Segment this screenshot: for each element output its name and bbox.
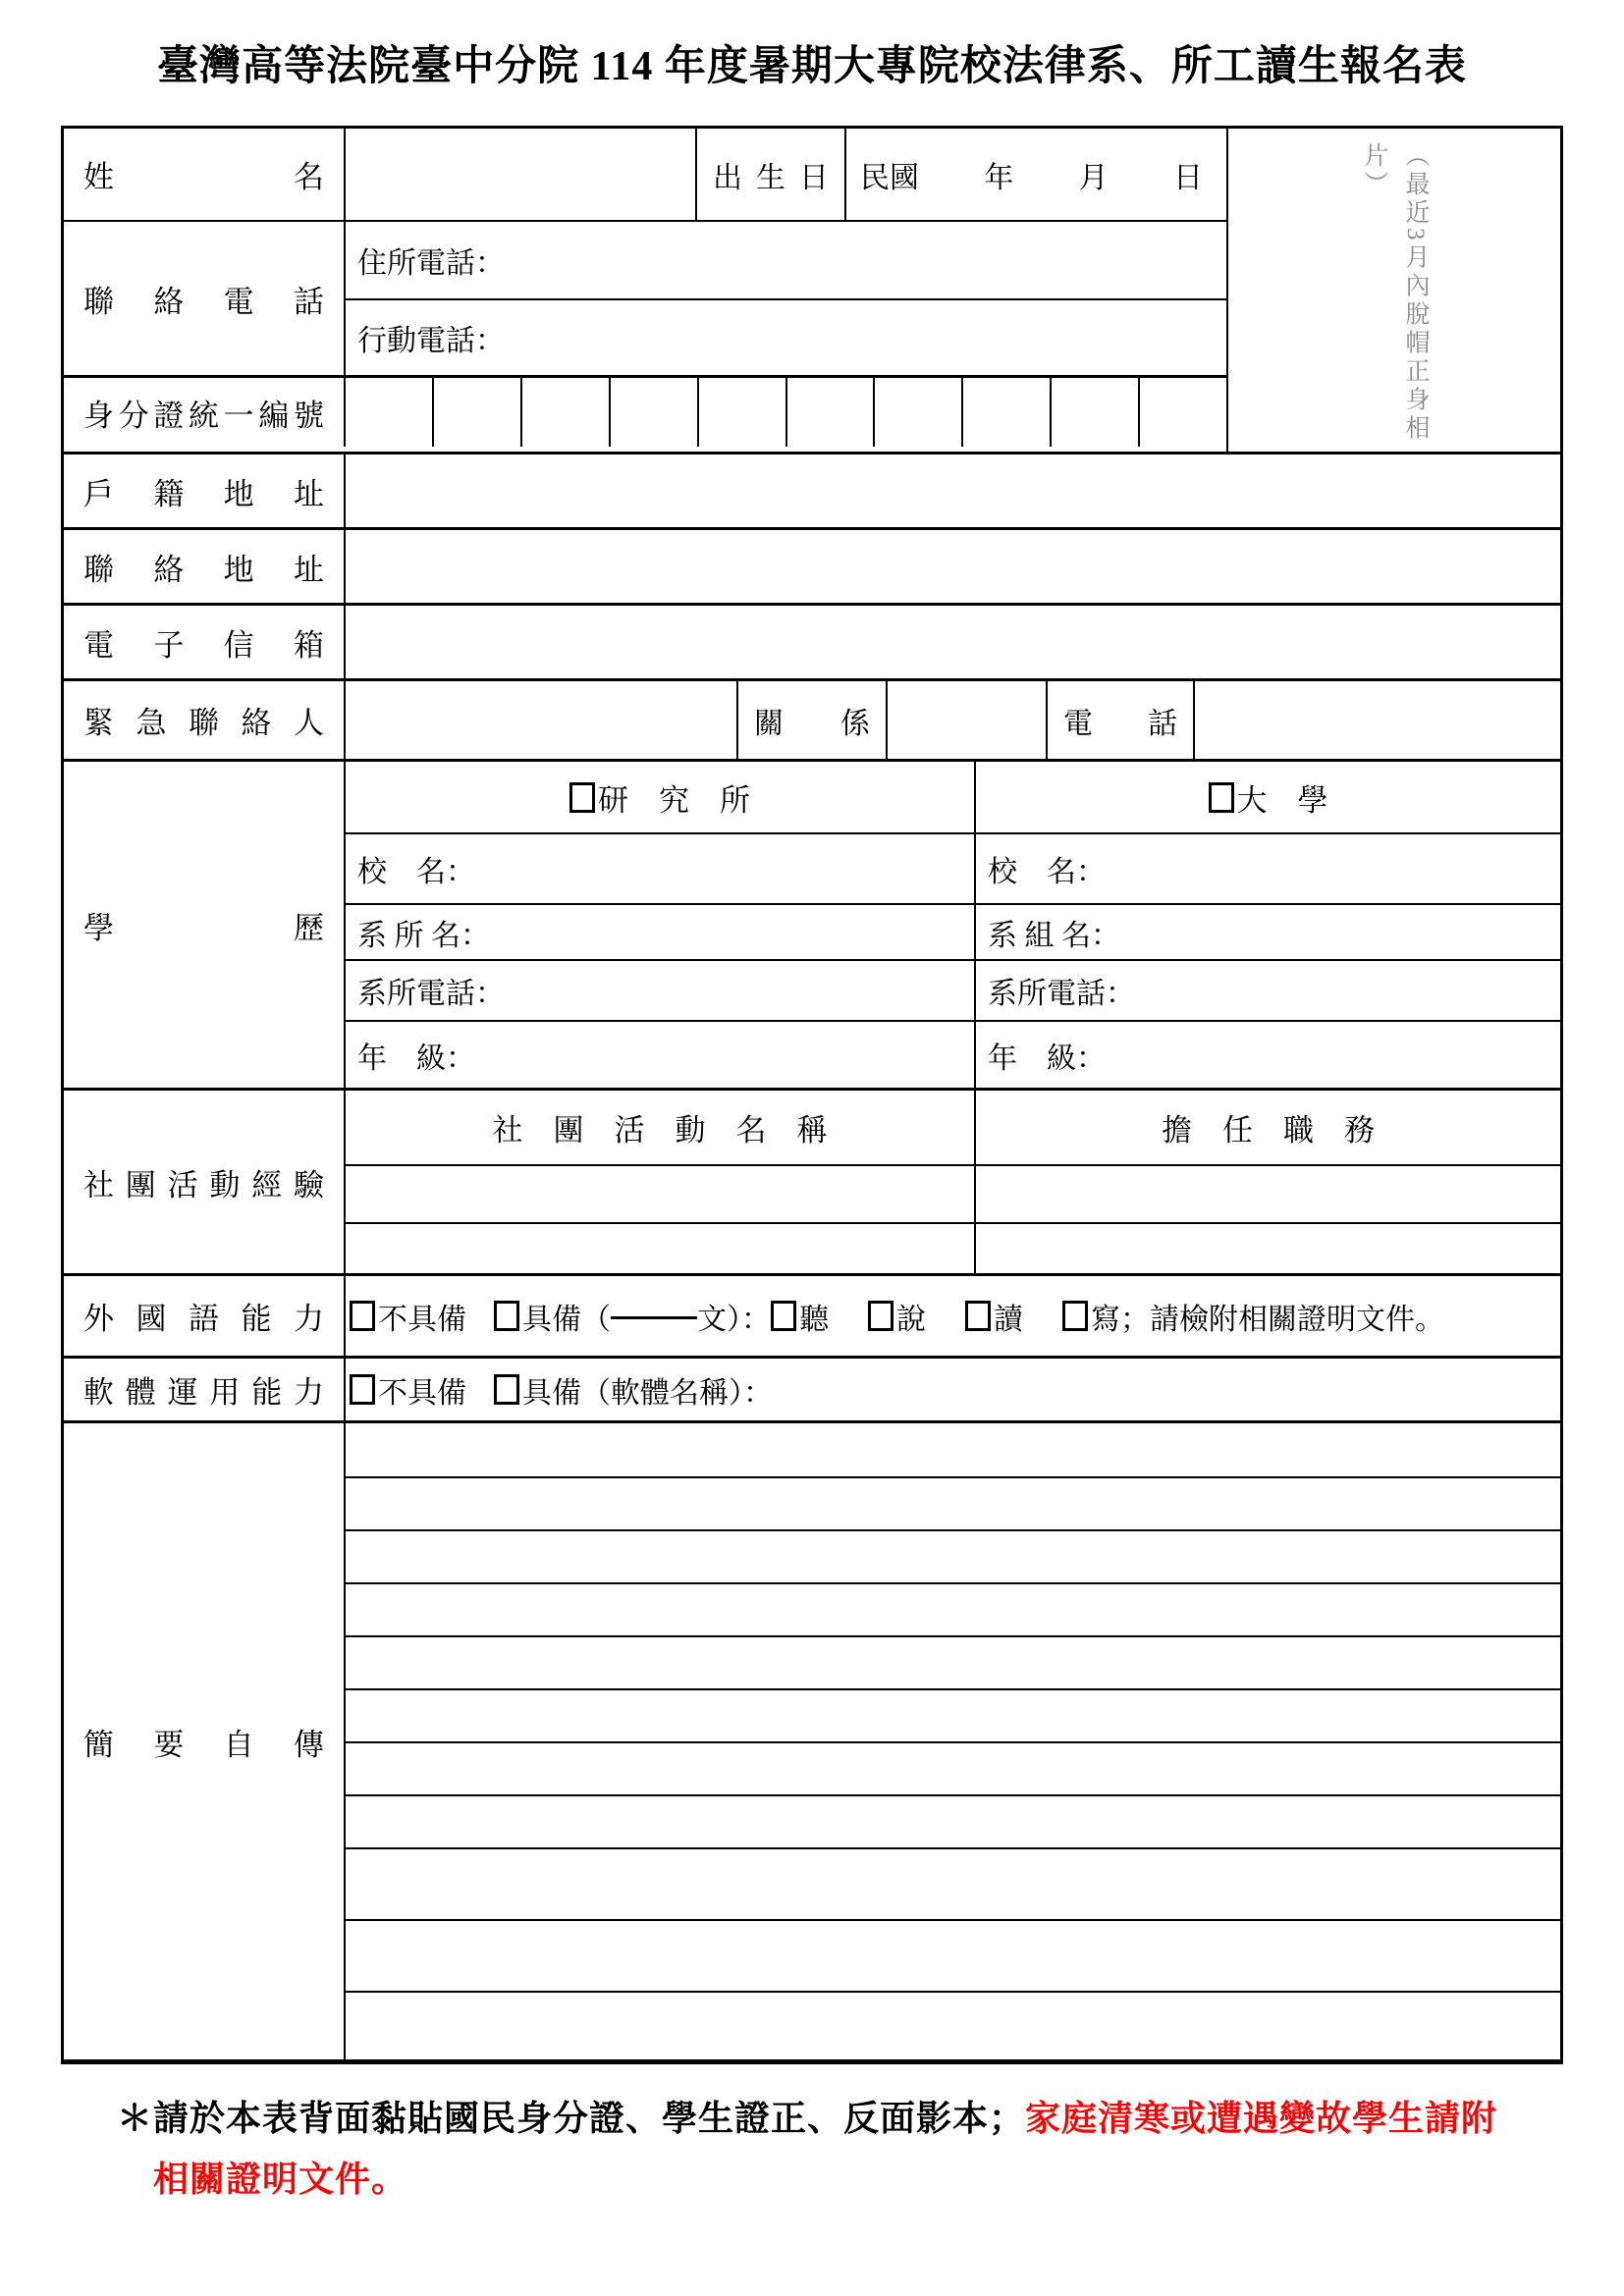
foreign-language-row <box>64 1273 1560 1356</box>
autobiography-line <box>346 1991 1560 2059</box>
registered-address-value-cell <box>346 454 1560 527</box>
contact-phone-label: 聯絡電話 <box>83 284 324 319</box>
email-row <box>64 603 1560 678</box>
club-name-cell <box>346 1224 974 1273</box>
software-label: 軟體運用能力 <box>83 1375 324 1410</box>
university-school-cell <box>974 834 1560 903</box>
autobiography-line <box>346 1847 1560 1919</box>
university-grade-label: 年 級： <box>988 1041 1106 1075</box>
software-label-cell <box>64 1359 346 1420</box>
email-label: 電子信箱 <box>83 627 324 663</box>
graduate-grade-cell <box>346 1022 974 1088</box>
contact-address-row <box>64 527 1560 603</box>
contact-address-value-cell <box>346 530 1560 603</box>
name-value-cell <box>346 129 695 220</box>
education-grid <box>346 762 1560 1088</box>
graduate-dept-phone-cell <box>346 961 974 1020</box>
software-have-checkbox-icon <box>494 1374 519 1405</box>
graduate-dept-label: 系 所 名： <box>357 919 490 952</box>
club-label: 社團活動經驗 <box>83 1167 324 1202</box>
university-header-cell <box>974 762 1560 832</box>
autobiography-line <box>346 1476 1560 1529</box>
club-name-header: 社 團 活 動 名 稱 <box>492 1113 828 1148</box>
university-checkbox-icon <box>1209 782 1234 813</box>
emergency-contact-row <box>64 678 1560 759</box>
graduate-school-label: 校 名： <box>357 856 475 888</box>
university-dept-phone-label: 系所電話： <box>988 978 1135 1010</box>
autobiography-label: 簡要自傳 <box>83 1727 324 1762</box>
id-digit-box <box>346 378 432 447</box>
club-role-cell <box>974 1224 1560 1273</box>
education-label: 學歷 <box>83 910 324 945</box>
top-section <box>64 129 1560 452</box>
emergency-phone-value-cell <box>1193 681 1560 759</box>
name-row <box>64 129 1226 220</box>
id-digit-box <box>520 378 609 447</box>
software-have-label: 具備（軟體名稱）： <box>522 1376 773 1410</box>
graduate-grade-label: 年 級： <box>357 1041 475 1075</box>
autobiography-line <box>346 1423 1560 1476</box>
relation-label-cell <box>736 681 886 759</box>
software-none-checkbox-icon <box>350 1374 375 1405</box>
read-checkbox-icon <box>965 1301 991 1331</box>
listen-label: 聽 <box>799 1303 829 1336</box>
footnote <box>117 2088 1519 2210</box>
software-options-cell <box>346 1359 1560 1420</box>
foreign-language-options-cell <box>346 1276 1560 1356</box>
birth-label-cell <box>695 129 844 220</box>
footnote-red-text: 家庭清寒或遭遇變故學生請附相關證明文件。 <box>153 2099 1498 2199</box>
home-phone-label: 住所電話： <box>357 247 505 280</box>
relation-label: 關係 <box>754 707 870 740</box>
university-school-label: 校 名： <box>988 856 1106 888</box>
write-checkbox-icon <box>1062 1301 1088 1331</box>
registered-address-row <box>64 452 1560 527</box>
foreign-have-suffix: 文）： <box>697 1303 771 1336</box>
foreign-language-blank <box>611 1313 697 1319</box>
foreign-language-label: 外國語能力 <box>83 1302 324 1336</box>
id-digit-box <box>1050 378 1138 447</box>
id-digit-box <box>609 378 697 447</box>
top-left-section <box>64 129 1226 452</box>
university-dept-phone-cell <box>974 961 1560 1020</box>
photo-box <box>1226 129 1560 452</box>
emergency-contact-label: 緊急聯絡人 <box>83 706 324 740</box>
graduate-checkbox-icon <box>569 782 595 813</box>
university-dept-label: 系 組 名： <box>988 919 1120 952</box>
graduate-school-cell <box>346 834 974 903</box>
birth-day-label: 日 <box>1172 161 1203 194</box>
autobiography-line <box>346 1529 1560 1582</box>
birth-month-label: 月 <box>1078 161 1109 194</box>
education-dept-phone-row <box>346 959 1560 1020</box>
name-label-cell <box>64 129 346 220</box>
footnote-black-text: ＊請於本表背面黏貼國民身分證、學生證正、反面影本； <box>117 2099 1026 2138</box>
birth-value-cell <box>844 129 1226 220</box>
mobile-phone-label: 行動電話： <box>357 325 505 357</box>
speak-checkbox-icon <box>868 1301 893 1331</box>
page-title: 臺灣高等法院臺中分院 114 年度暑期大專院校法律系、所工讀生報名表 <box>157 44 1467 89</box>
contact-address-label-cell <box>64 530 346 603</box>
club-section <box>64 1088 1560 1273</box>
club-entry-row <box>346 1222 1560 1273</box>
graduate-dept-phone-label: 系所電話： <box>357 978 505 1010</box>
photo-note: （最近3月內脫帽正身相片） <box>1361 142 1429 444</box>
club-header-row <box>346 1091 1560 1164</box>
graduate-dept-cell <box>346 905 974 959</box>
autobiography-label-cell <box>64 1423 346 2059</box>
autobiography-line <box>346 1794 1560 1847</box>
university-dept-cell <box>974 905 1560 959</box>
id-digit-box <box>697 378 785 447</box>
education-label-cell <box>64 762 346 1088</box>
registered-address-label-cell <box>64 454 346 527</box>
education-grade-row <box>346 1020 1560 1088</box>
relation-value-cell <box>886 681 1046 759</box>
autobiography-lines <box>346 1423 1560 2059</box>
contact-phone-label-cell <box>64 222 346 375</box>
listen-checkbox-icon <box>771 1301 796 1331</box>
club-name-header-cell <box>346 1091 974 1164</box>
autobiography-line <box>346 1582 1560 1635</box>
speak-label: 說 <box>896 1303 926 1336</box>
graduate-header-cell <box>346 762 974 832</box>
education-dept-row <box>346 903 1560 959</box>
read-label: 讀 <box>994 1303 1023 1336</box>
university-grade-cell <box>974 1022 1560 1088</box>
autobiography-line <box>346 1635 1560 1688</box>
name-label: 姓名 <box>83 160 324 194</box>
contact-phone-section <box>64 220 1226 375</box>
id-number-row <box>64 375 1226 447</box>
club-grid <box>346 1091 1560 1273</box>
foreign-none-checkbox-icon <box>350 1301 375 1331</box>
registered-address-label: 戶籍地址 <box>83 476 324 511</box>
id-digit-box <box>873 378 961 447</box>
foreign-language-label-cell <box>64 1276 346 1356</box>
emergency-contact-value-cell <box>346 681 736 759</box>
club-role-header: 擔 任 職 務 <box>1162 1113 1375 1148</box>
id-digit-box <box>1138 378 1226 447</box>
contact-phone-values <box>346 222 1226 375</box>
autobiography-line <box>346 1688 1560 1741</box>
emergency-phone-label: 電話 <box>1063 707 1177 740</box>
mobile-phone-cell <box>346 298 1226 375</box>
contact-address-label: 聯絡地址 <box>83 552 324 587</box>
home-phone-cell <box>346 222 1226 298</box>
birth-year-label: 年 <box>984 161 1014 194</box>
club-role-header-cell <box>974 1091 1560 1164</box>
software-none-label: 不具備 <box>378 1376 466 1410</box>
write-note-label: 寫；請檢附相關證明文件。 <box>1091 1303 1444 1336</box>
education-school-row <box>346 832 1560 903</box>
birth-label: 出生日 <box>713 161 829 194</box>
id-digit-box <box>432 378 520 447</box>
club-label-cell <box>64 1091 346 1273</box>
id-number-label: 身分證統一編號 <box>83 398 324 433</box>
email-value-cell <box>346 606 1560 678</box>
university-header: 大 學 <box>1236 782 1328 818</box>
foreign-none-label: 不具備 <box>378 1303 466 1336</box>
graduate-header: 研 究 所 <box>598 782 750 818</box>
id-number-label-cell <box>64 378 346 447</box>
club-entry-row <box>346 1164 1560 1222</box>
education-header-row <box>346 762 1560 832</box>
software-row <box>64 1356 1560 1420</box>
club-name-cell <box>346 1166 974 1222</box>
club-role-cell <box>974 1166 1560 1222</box>
id-digit-box <box>961 378 1050 447</box>
foreign-have-prefix: 具備（ <box>522 1303 611 1336</box>
emergency-contact-label-cell <box>64 681 346 759</box>
birth-era-label: 民國 <box>860 161 919 194</box>
foreign-have-checkbox-icon <box>494 1301 519 1331</box>
autobiography-line <box>346 1919 1560 1991</box>
autobiography-section <box>64 1420 1560 2059</box>
emergency-phone-label-cell <box>1046 681 1193 759</box>
email-label-cell <box>64 606 346 678</box>
application-form-table <box>61 126 1563 2064</box>
id-digit-box <box>785 378 874 447</box>
autobiography-line <box>346 1741 1560 1794</box>
education-section <box>64 759 1560 1088</box>
